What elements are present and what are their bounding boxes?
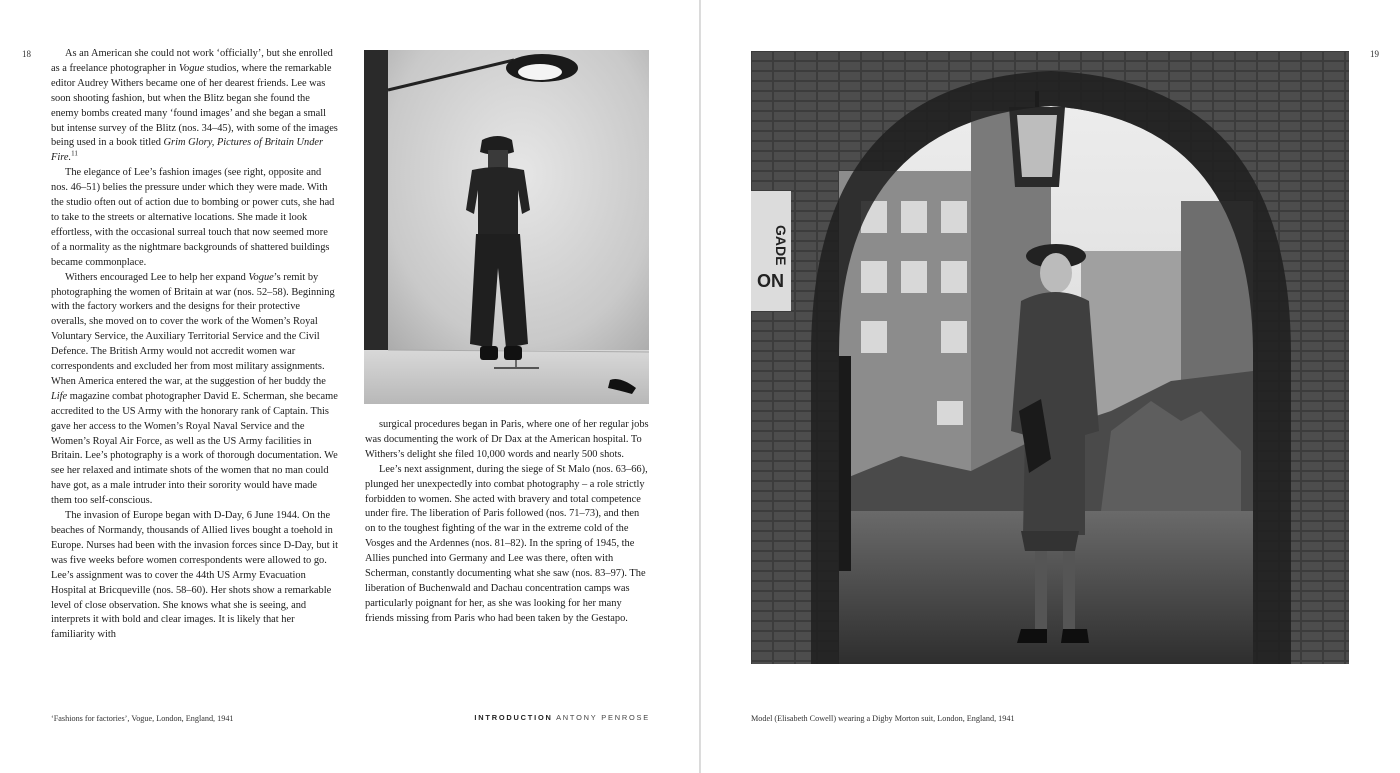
- footnote-ref: 11: [71, 149, 78, 158]
- text-run: The invasion of Europe began with D-Day, 6 June 1944. On the beaches of Normandy, thousands of Allied lives bought a toehold in Europe. Nurses had been with the invasion forces since D-Day, but it was five weeks before women correspondents were allowed to go. Lee’s assignment was to cover the 44th US Army Evacuation Hospital at Bricqueville (nos. 58–60). Her shots show a remarkable level of close observation. She knows what she is seeing, and interprets it with bold and clear images. It is likely that her familiarity with: [51, 510, 339, 641]
- photo-sign-text-lower: ON: [757, 271, 784, 291]
- body-paragraph: [51, 166, 338, 270]
- running-head-author: ANTONY PENROSE: [556, 713, 650, 722]
- photo-digby-morton-suit: [751, 51, 1349, 664]
- page-number-right: 19: [1370, 49, 1379, 59]
- text-column-1: [51, 47, 338, 643]
- page-number-left: 18: [22, 49, 31, 59]
- italic-title: Vogue: [178, 62, 205, 74]
- body-paragraph: [365, 418, 649, 463]
- italic-title: Life: [51, 390, 68, 402]
- body-paragraph: [51, 509, 338, 643]
- running-head-section: INTRODUCTION: [474, 713, 553, 722]
- text-run: surgical procedures began in Paris, where one of her regular jobs was documenting the work of Dr Dax at the American hospital. To Withers’s delight she filed 10,000 words and nearly 500 shots.: [365, 419, 649, 460]
- book-gutter: [699, 0, 701, 773]
- body-paragraph: [51, 271, 338, 510]
- body-paragraph: [51, 47, 338, 166]
- photo-fashions-for-factories: [364, 50, 649, 404]
- text-run: magazine combat photographer David E. Scherman, she became accredited to the US Army with the honorary rank of Captain. This gave her access to the Women’s Royal Naval Service and the Women’s Royal Air Force, as well as the US Army facilities in Britain. Lee’s photography is a work of thorough documentation. We see her relaxed and intimate shots of the women that no man could have got, as a male intruder into their sorority would have made them too self-conscious.: [51, 390, 338, 507]
- photo-caption-left: ‘Fashions for factories’, Vogue, London, England, 1941: [51, 714, 234, 723]
- italic-title: Grim Glory, Pictures of Britain Under Fire.: [51, 137, 324, 164]
- italic-title: Vogue: [248, 271, 274, 283]
- text-column-2: [365, 418, 649, 627]
- body-paragraph: [365, 463, 649, 627]
- text-run: Withers encouraged Lee to help her expand: [65, 271, 249, 283]
- photo-sign-text-upper: GADE: [773, 225, 789, 266]
- text-run: studios, where the remarkable editor Audrey Withers became one of her dearest friends. Lee was soon shooting fashion, but when the Blitz began she found the enemy bombs created many ‘found images’ and she began a small but intense survey of the Blitz (nos. 34–45), with some of the images being used in a book titled: [51, 62, 338, 149]
- running-head: [474, 713, 650, 722]
- text-run: ’s remit by photographing the women of Britain at war (nos. 52–58). Beginning with the factory workers and the designs for their protective overalls, she moved on to cover the work of the Women’s Royal Voluntary Service, the Auxiliary Territorial Service and the Civil Defence. The British Army would not accredit women war correspondents and excluded her from most military assignments. When America entered the war, at the suggestion of her buddy the: [51, 271, 335, 387]
- text-run: As an American she could not work ‘officially’, but she enrolled as a freelance photographer in: [51, 48, 333, 74]
- text-run: The elegance of Lee’s fashion images (see right, opposite and nos. 46–51) belies the pressure under which they were made. With the studio often out of action due to bombing or power cuts, she had to take to the streets or alternative locations. She made it look effortless, with the occasional surreal touch that now seemed more of a normality as the nightmare backgrounds of shattered buildings became commonplace.: [51, 167, 335, 268]
- photo-caption-right: Model (Elisabeth Cowell) wearing a Digby Morton suit, London, England, 1941: [751, 714, 1015, 723]
- text-run: Lee’s next assignment, during the siege of St Malo (nos. 63–66), plunged her unexpectedly into combat photography – a role strictly forbidden to women. She acted with bravery and total competence under fire. The liberation of Paris followed (nos. 71–73), and then on to the toughest fighting of the war in the extreme cold of the Vosges and the Ardennes (nos. 81–82). In the spring of 1945, the Allies punched into Germany and Lee was there, often with Scherman, constantly documenting what she saw (nos. 83–97). The liberation of Buchenwald and Dachau concentration camps was particularly poignant for her, as she was looking for her many friends missing from Paris who had been taken by the Gestapo.: [365, 463, 648, 624]
